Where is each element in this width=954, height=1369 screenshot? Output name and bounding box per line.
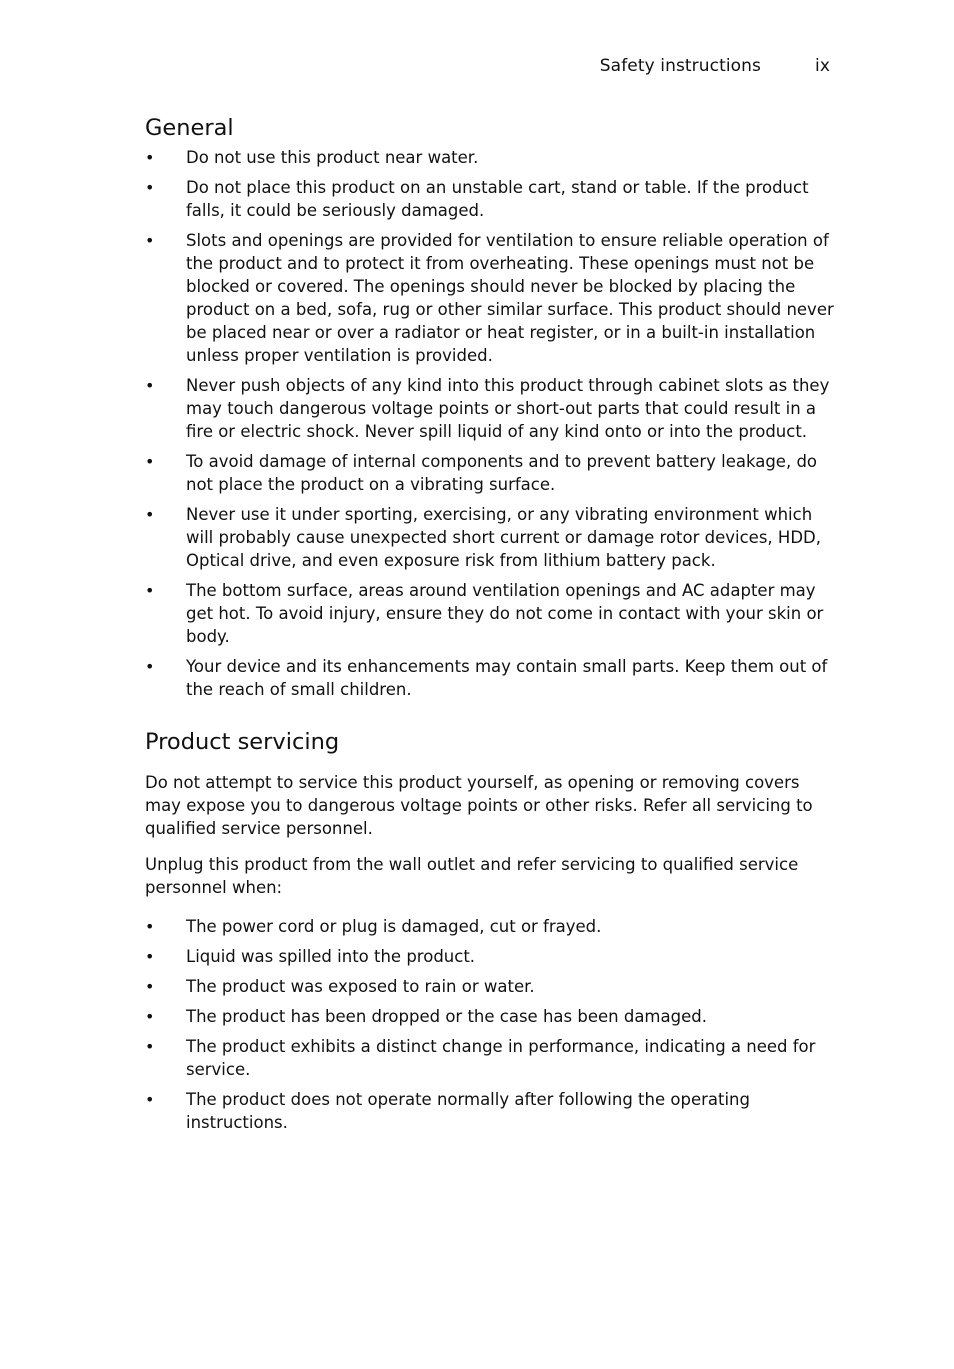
- list-item: • Never use it under sporting, exercising, or any vibrating environment which will probably cause unexpected short current or damage rotor devices, HDD, Optical drive, and even exposure risk from lithium battery pack.: [145, 503, 835, 572]
- list-item: • The power cord or plug is damaged, cut or frayed.: [145, 915, 835, 938]
- servicing-bullet-list: [145, 915, 835, 1134]
- general-bullet-list: [145, 146, 835, 701]
- page-content: [145, 114, 835, 1141]
- page-number: ix: [815, 56, 830, 76]
- list-item: • Your device and its enhancements may contain small parts. Keep them out of the reach of small children.: [145, 655, 835, 701]
- list-item: • The bottom surface, areas around ventilation openings and AC adapter may get hot. To avoid injury, ensure they do not come in contact with your skin or body.: [145, 579, 835, 648]
- general-heading: General: [145, 115, 234, 141]
- running-section-title: Safety instructions: [599, 56, 762, 76]
- list-item: • The product was exposed to rain or water.: [145, 975, 835, 998]
- servicing-paragraph: Unplug this product from the wall outlet and refer servicing to qualified service personnel when:: [145, 854, 799, 897]
- list-item: • Slots and openings are provided for ventilation to ensure reliable operation of the product and to protect it from overheating. These openings must not be blocked or covered. The openings should never be blocked by placing the product on a bed, sofa, rug or other similar surface. This product should never be placed near or over a radiator or heat register, or in a built-in installation unless proper ventilation is provided.: [145, 229, 835, 367]
- page-header: [600, 56, 830, 76]
- servicing-paragraph: Do not attempt to service this product yourself, as opening or removing covers may expose you to dangerous voltage points or other risks. Refer all servicing to qualified service personnel.: [145, 772, 813, 838]
- list-item: • To avoid damage of internal components and to prevent battery leakage, do not place the product on a vibrating surface.: [145, 450, 835, 496]
- list-item: • Do not place this product on an unstable cart, stand or table. If the product falls, it could be seriously damaged.: [145, 176, 835, 222]
- list-item: • The product exhibits a distinct change in performance, indicating a need for service.: [145, 1035, 835, 1081]
- list-item: • The product has been dropped or the case has been damaged.: [145, 1005, 835, 1028]
- list-item: • Do not use this product near water.: [145, 146, 835, 169]
- list-item: • The product does not operate normally after following the operating instructions.: [145, 1088, 835, 1134]
- list-item: • Never push objects of any kind into this product through cabinet slots as they may touch dangerous voltage points or short-out parts that could result in a fire or electric shock. Never spill liquid of any kind onto or into the product.: [145, 374, 835, 443]
- list-item: • Liquid was spilled into the product.: [145, 945, 835, 968]
- product-servicing-heading: Product servicing: [145, 729, 340, 756]
